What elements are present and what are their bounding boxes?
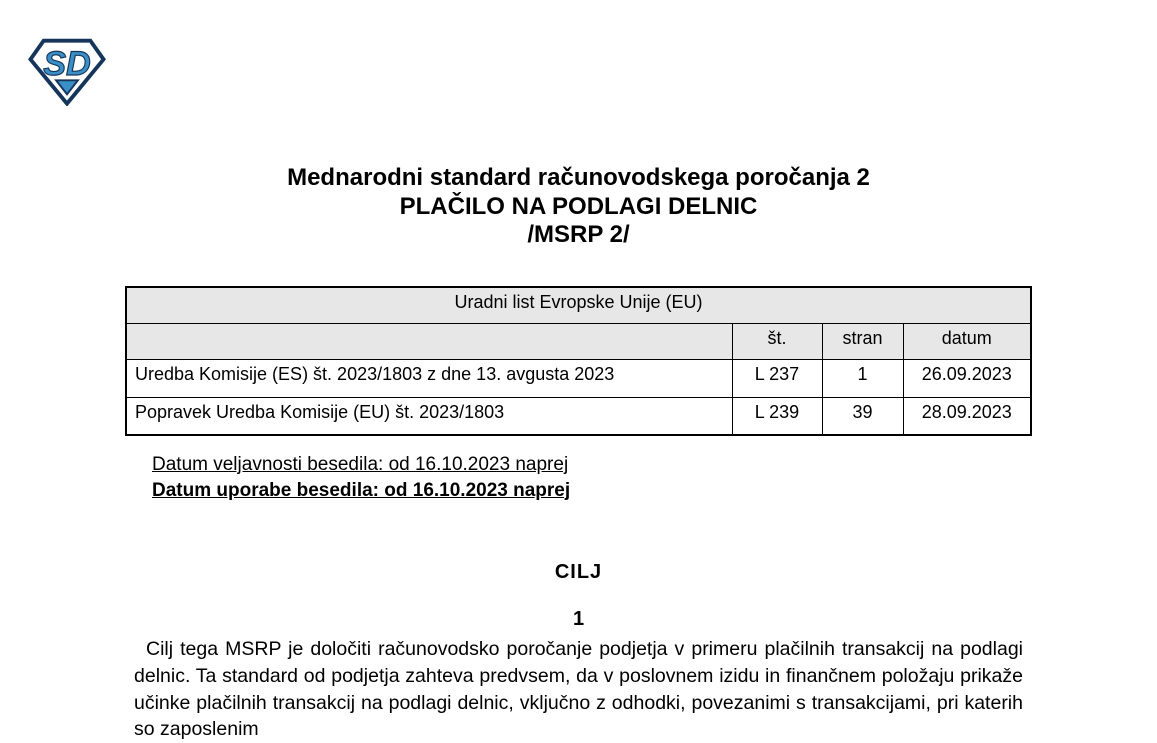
page-number-cell: 1 — [822, 359, 903, 397]
column-header-stran: stran — [822, 323, 903, 359]
title-line-1: Mednarodni standard računovodskega poročanja 2 — [287, 164, 870, 191]
column-header-datum: datum — [903, 323, 1031, 359]
section-number: 1 — [572, 608, 585, 630]
page-number-cell: 39 — [822, 397, 903, 435]
issue-number-cell: L 239 — [732, 397, 822, 435]
date-cell: 28.09.2023 — [903, 397, 1031, 435]
issue-number-cell: L 237 — [732, 359, 822, 397]
validity-dates — [152, 452, 570, 503]
table-row — [126, 397, 1031, 435]
sd-shield-icon — [28, 36, 106, 106]
validity-date-line-2: Datum uporabe besedila: od 16.10.2023 naprej — [152, 479, 571, 501]
sd-logo — [28, 36, 106, 106]
validity-date-line-1: Datum veljavnosti besedila: od 16.10.2023 naprej — [152, 454, 569, 475]
document-title — [0, 164, 1157, 250]
table-caption-row — [126, 287, 1031, 323]
title-line-2: PLAČILO NA PODLAGI DELNIC — [399, 192, 758, 220]
regulation-name-cell: Uredba Komisije (ES) št. 2023/1803 z dne 13. avgusta 2023 — [126, 359, 732, 397]
date-cell: 26.09.2023 — [903, 359, 1031, 397]
section-heading-cilj: CILJ — [554, 561, 603, 583]
table-header-row — [126, 323, 1031, 359]
column-header-st: št. — [732, 323, 822, 359]
eu-official-journal-table — [125, 286, 1032, 436]
body-paragraph: Cilj tega MSRP je določiti računovodsko poročanje podjetja v primeru plačilnih transakcij na podlagi delnic. Ta standard od podjetja zahteva predvsem, da v poslovnem izidu in finančnem položaju prikaže učinke plačilnih transakcij na podlagi delnic, vključno z odhodki, povezanimi s transakcijami, pri katerih so zaposlenim — [134, 638, 1023, 741]
table-row — [126, 359, 1031, 397]
table-caption: Uradni list Evropske Unije (EU) — [126, 287, 1031, 323]
column-header-empty — [126, 323, 732, 359]
title-line-3: /MSRP 2/ — [527, 221, 630, 248]
regulation-name-cell: Popravek Uredba Komisije (EU) št. 2023/1803 — [126, 397, 732, 435]
sd-logo-letters: SD — [43, 44, 91, 83]
